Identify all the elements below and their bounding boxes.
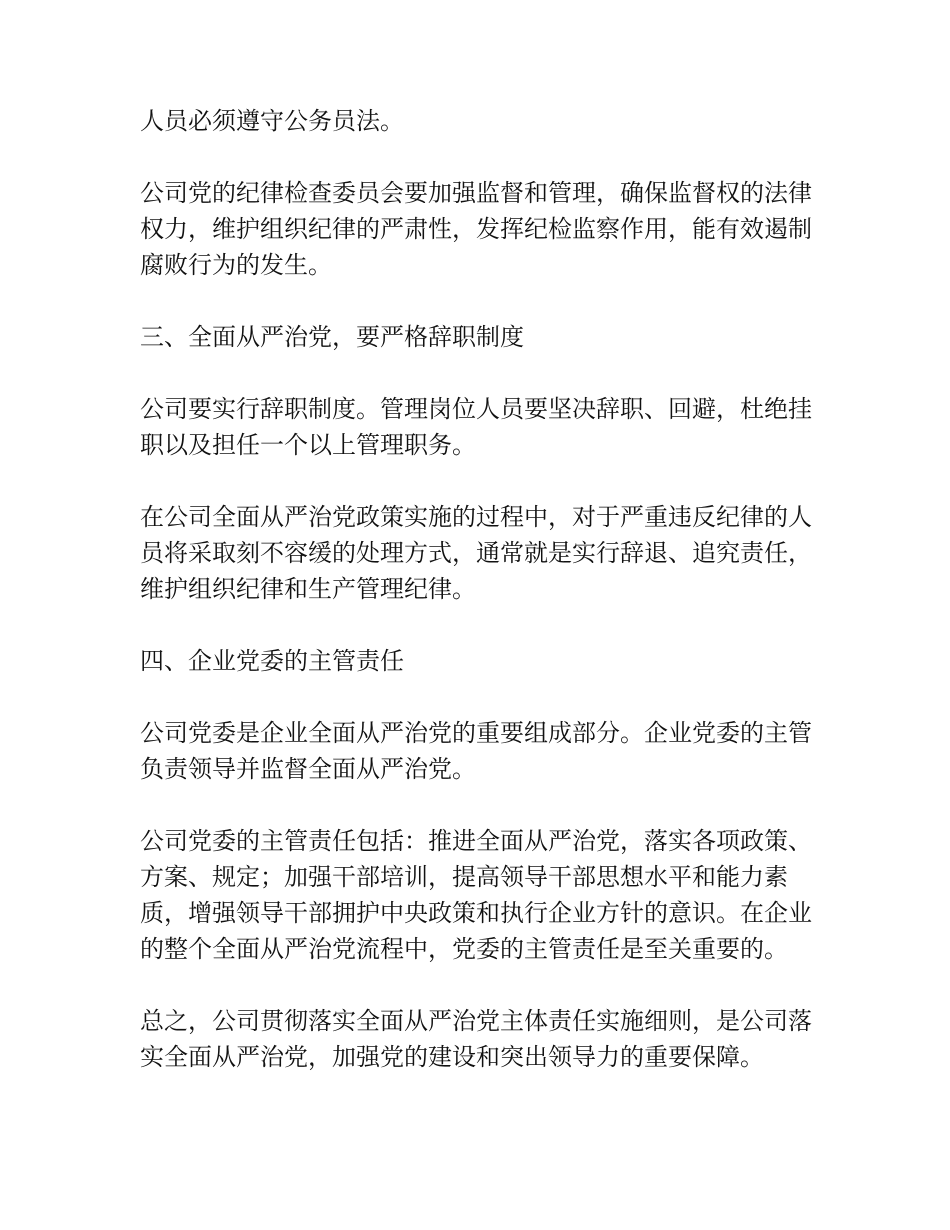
section-heading-party-committee-responsibility: 四、企业党委的主管责任 — [140, 647, 404, 675]
paragraph-party-committee-role: 公司党委是企业全面从严治党的重要组成部分。企业党委的主管负责领导并监督全面从严治党。 — [140, 719, 812, 783]
paragraph-disciplinary-action: 在公司全面从严治党政策实施的过程中，对于严重违反纪律的人员将采取刻不容缓的处理方式，通常就是实行辞退、追究责任，维护组织纪律和生产管理纪律。 — [140, 503, 812, 603]
paragraph-civil-servant-law: 人员必须遵守公务员法。 — [140, 107, 404, 135]
document-body — [140, 103, 832, 1111]
paragraph-party-committee-duties: 公司党委的主管责任包括：推进全面从严治党，落实各项政策、方案、规定；加强干部培训，提高领导干部思想水平和能力素质，增强领导干部拥护中央政策和执行企业方针的意识。在企业的整个全面从严治党流程中，党委的主管责任是至关重要的。 — [140, 827, 812, 963]
paragraph-resignation-system: 公司要实行辞职制度。管理岗位人员要坚决辞职、回避，杜绝挂职以及担任一个以上管理职务。 — [140, 395, 812, 459]
section-heading-resignation-system: 三、全面从严治党，要严格辞职制度 — [140, 323, 524, 351]
paragraph-discipline-committee: 公司党的纪律检查委员会要加强监督和管理，确保监督权的法律权力，维护组织纪律的严肃性，发挥纪检监察作用，能有效遏制腐败行为的发生。 — [140, 179, 812, 279]
paragraph-conclusion: 总之，公司贯彻落实全面从严治党主体责任实施细则，是公司落实全面从严治党，加强党的建设和突出领导力的重要保障。 — [140, 1007, 812, 1071]
